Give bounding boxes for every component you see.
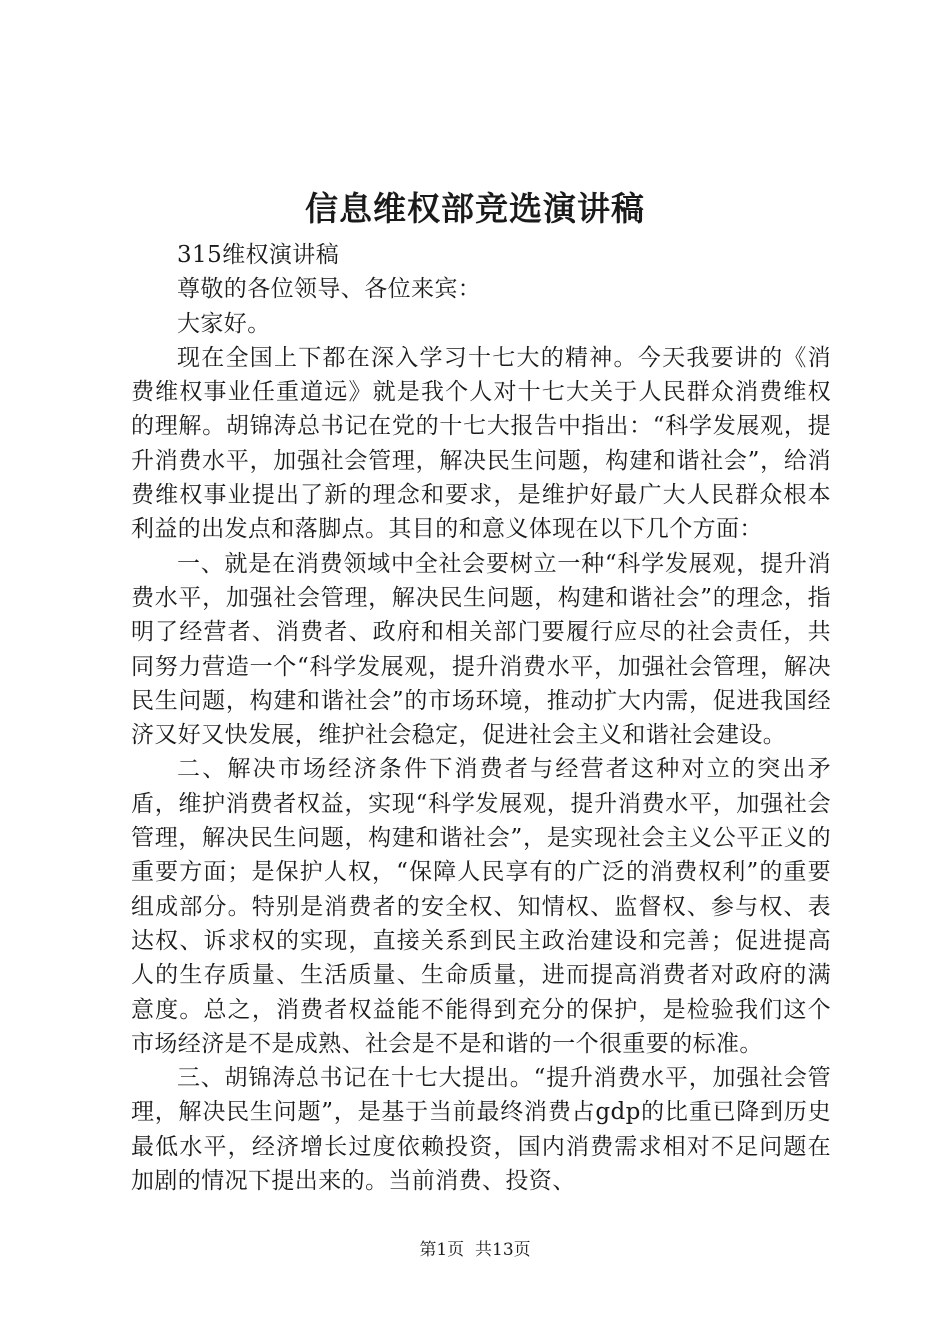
page-total: 共13页: [475, 1240, 531, 1260]
paragraph-point-three: 三、胡锦涛总书记在十七大提出。“提升消费水平，加强社会管理，解决民生问题”，是基于当前最终消费占gdp的比重已降到历史最低水平，经济增长过度依赖投资，国内消费需求相对不足问题在加剧的情况下提出来的。当前消费、投资、: [131, 1065, 831, 1195]
document-title: 信息维权部竞选演讲稿: [305, 189, 645, 228]
page-footer: [0, 1238, 950, 1262]
document-body: [131, 238, 831, 1198]
page-number: 第1页: [419, 1240, 465, 1260]
paragraph-greeting: 大家好。: [177, 310, 271, 337]
paragraph-point-one: 一、就是在消费领域中全社会要树立一种“科学发展观，提升消费水平，加强社会管理，解决民生问题，构建和谐社会”的理念，指明了经营者、消费者、政府和相关部门要履行应尽的社会责任，共同努力营造一个“科学发展观，提升消费水平，加强社会管理，解决民生问题，构建和谐社会”的市场环境，推动扩大内需，促进我国经济又好又快发展，维护社会稳定，促进社会主义和谐社会建设。: [131, 550, 831, 749]
footer-separator: [464, 1240, 475, 1260]
paragraph-salutation: 尊敬的各位领导、各位来宾：: [177, 276, 482, 303]
paragraph-point-two: 二、解决市场经济条件下消费者与经营者这种对立的突出矛盾，维护消费者权益，实现“科学发展观，提升消费水平，加强社会管理，解决民生问题，构建和谐社会”，是实现社会主义公平正义的重要方面；是保护人权，“保障人民享有的广泛的消费权利”的重要组成部分。特别是消费者的安全权、知情权、监督权、参与权、表达权、诉求权的实现，直接关系到民主政治建设和完善；促进提高人的生存质量、生活质量、生命质量，进而提高消费者对政府的满意度。总之，消费者权益能不能得到充分的保护，是检验我们这个市场经济是不是成熟、社会是不是和谐的一个很重要的标准。: [131, 756, 831, 1057]
paragraph-intro: 现在全国上下都在深入学习十七大的精神。今天我要讲的《消费维权事业任重道远》就是我个人对十七大关于人民群众消费维权的理解。胡锦涛总书记在党的十七大报告中指出：“科学发展观，提升消费水平，加强社会管理，解决民生问题，构建和谐社会”，给消费维权事业提出了新的理念和要求，是维护好最广大人民群众根本利益的出发点和落脚点。其目的和意义体现在以下几个方面：: [131, 344, 831, 543]
paragraph-subtitle: 315维权演讲稿: [177, 242, 340, 268]
